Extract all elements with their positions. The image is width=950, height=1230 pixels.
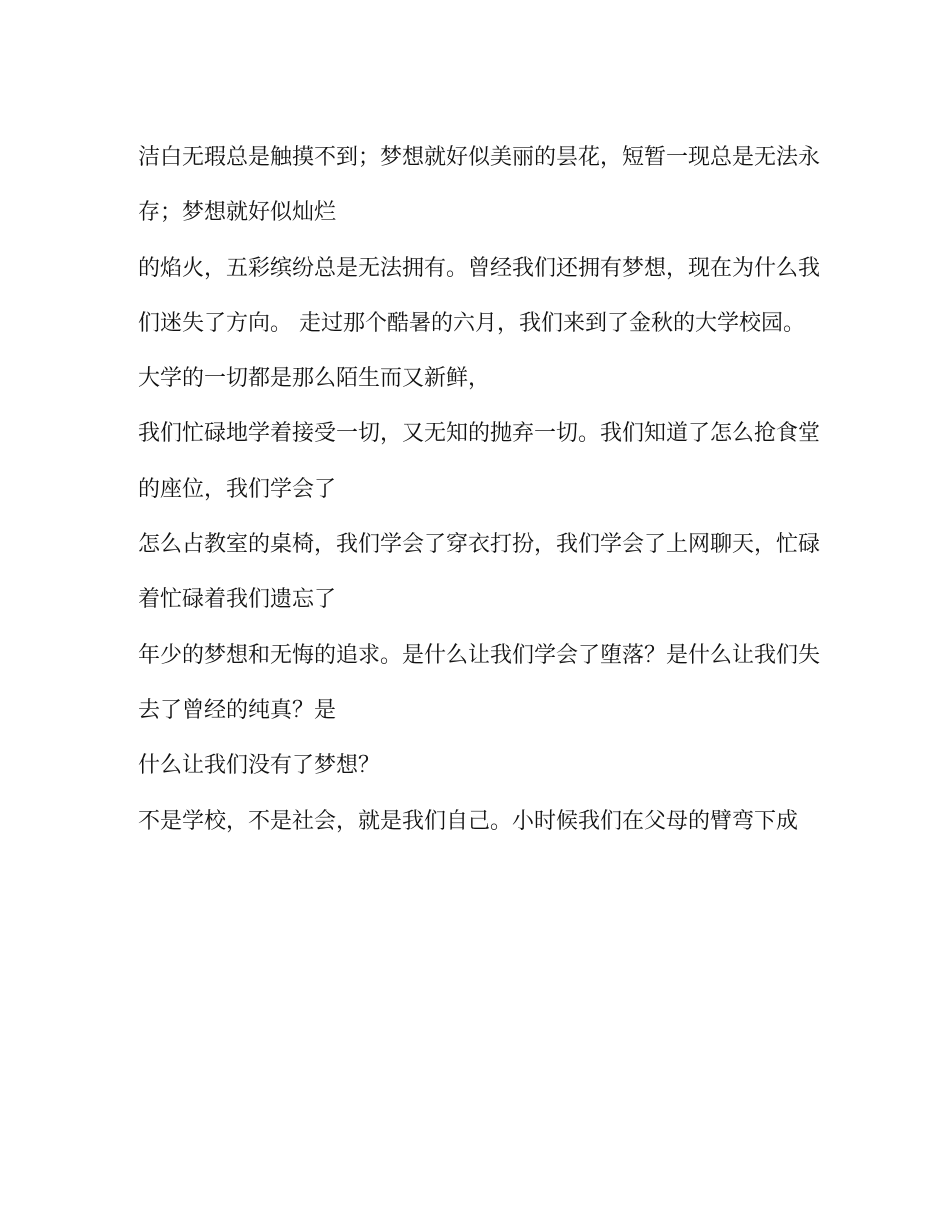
text-line: 我们忙碌地学着接受一切，又无知的抛弃一切。我们知道了怎么抢食堂 xyxy=(138,421,821,447)
text-line: 们迷失了方向。 走过那个酷暑的六月，我们来到了金秋的大学校园。 xyxy=(138,310,805,336)
text-line: 怎么占教室的桌椅，我们学会了穿衣打扮，我们学会了上网聊天，忙碌 xyxy=(138,532,821,558)
text-line: 大学的一切都是那么陌生而又新鲜， xyxy=(138,366,491,392)
text-line: 不是学校，不是社会，就是我们自己。小时候我们在父母的臂弯下成 xyxy=(138,808,799,834)
text-line: 什么让我们没有了梦想？ xyxy=(138,753,381,779)
text-line: 的座位，我们学会了 xyxy=(138,476,337,502)
text-line: 的焰火，五彩缤纷总是无法拥有。曾经我们还拥有梦想，现在为什么我 xyxy=(138,255,821,281)
text-line: 存；梦想就好似灿烂 xyxy=(138,200,337,226)
text-line: 年少的梦想和无悔的追求。是什么让我们学会了堕落？是什么让我们失 xyxy=(138,642,821,668)
text-line: 洁白无瑕总是触摸不到；梦想就好似美丽的昙花，短暂一现总是无法永 xyxy=(138,145,821,170)
body-text xyxy=(138,130,828,849)
text-line: 去了曾经的纯真？是 xyxy=(138,697,337,723)
text-line: 着忙碌着我们遗忘了 xyxy=(138,587,337,613)
